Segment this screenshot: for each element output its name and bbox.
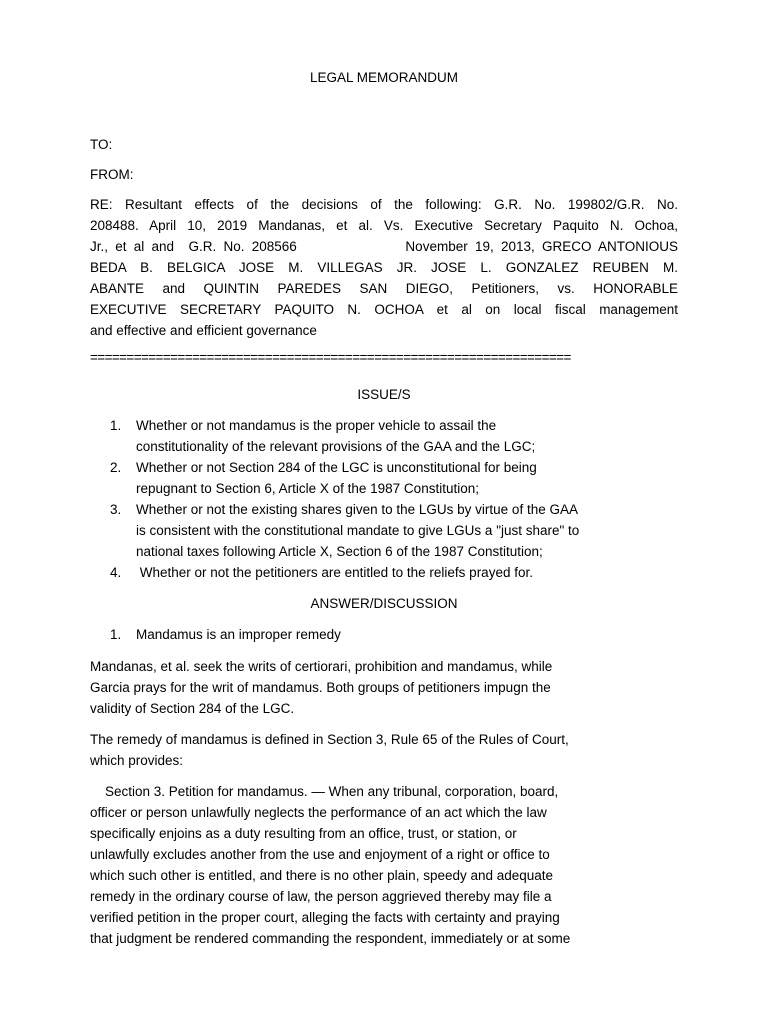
list-item [110, 460, 537, 475]
list-item-continuation: repugnant to Section 6, Article X of the 1987 Constitution; [136, 481, 479, 496]
paragraph-line: The remedy of mandamus is defined in Section 3, Rule 65 of the Rules of Court, [90, 732, 569, 747]
separator-line: ================================================================== [90, 350, 571, 365]
paragraph-line: Mandanas, et al. seek the writs of certiorari, prohibition and mandamus, while [90, 659, 553, 674]
list-item-continuation: constitutionality of the relevant provisions of the GAA and the LGC; [136, 439, 536, 454]
quote-line: officer or person unlawfully neglects the performance of an act which the law [90, 805, 547, 820]
list-number: 2. [110, 460, 122, 475]
paragraph-line: Garcia prays for the writ of mandamus. Both groups of petitioners impugn the [90, 680, 551, 695]
quote-line: verified petition in the proper court, alleging the facts with certainty and praying [90, 910, 560, 925]
list-item-text: Mandamus is an improper remedy [136, 627, 341, 642]
re-line: ABANTE and QUINTIN PAREDES SAN DIEGO, Petitioners, vs. HONORABLE [90, 281, 678, 296]
issues-heading: ISSUE/S [357, 387, 411, 402]
list-number: 3. [110, 502, 122, 517]
quote-line: Section 3. Petition for mandamus. — When any tribunal, corporation, board, [90, 784, 559, 799]
paragraph-line: which provides: [90, 753, 184, 768]
list-item-text: Whether or not mandamus is the proper vehicle to assail the [136, 418, 497, 433]
answer-heading: ANSWER/DISCUSSION [310, 596, 458, 611]
re-line: Jr., et al and G.R. No. 208566 November 19, 2013, GRECO ANTONIOUS [90, 239, 678, 254]
quote-line: that judgment be rendered commanding the respondent, immediately or at some [90, 931, 571, 946]
re-line: EXECUTIVE SECRETARY PAQUITO N. OCHOA et al on local fiscal management [90, 302, 678, 317]
list-item [110, 418, 496, 433]
from-label: FROM: [90, 167, 134, 182]
paragraph-line: validity of Section 284 of the LGC. [90, 701, 295, 716]
list-item-text: Whether or not the existing shares given to the LGUs by virtue of the GAA [136, 502, 578, 517]
re-line: BEDA B. BELGICA JOSE M. VILLEGAS JR. JOSE L. GONZALEZ REUBEN M. [90, 260, 678, 275]
quote-line: specifically enjoins as a duty resulting from an office, trust, or station, or [90, 826, 517, 841]
document-title: LEGAL MEMORANDUM [309, 70, 459, 85]
re-line: 208488. April 10, 2019 Mandanas, et al. Vs. Executive Secretary Paquito N. Ochoa, [90, 218, 678, 233]
quote-line: remedy in the ordinary course of law, the person aggrieved thereby may file a [90, 889, 552, 904]
list-item [110, 502, 578, 517]
list-item-continuation: national taxes following Article X, Section 6 of the 1987 Constitution; [136, 544, 543, 559]
quote-line: unlawfully excludes another from the use and enjoyment of a right or office to [90, 847, 550, 862]
list-number: 1. [110, 418, 122, 433]
list-item-continuation: is consistent with the constitutional mandate to give LGUs a "just share" to [136, 523, 580, 538]
list-number: 4. [110, 565, 122, 580]
re-line: and effective and efficient governance [90, 323, 317, 338]
list-number: 1. [110, 627, 122, 642]
quote-line: which such other is entitled, and there is no other plain, speedy and adequate [90, 868, 554, 883]
list-item-text: Whether or not Section 284 of the LGC is unconstitutional for being [136, 460, 537, 475]
to-label: TO: [90, 137, 113, 152]
list-item-text: Whether or not the petitioners are entitled to the reliefs prayed for. [136, 565, 533, 580]
re-line: RE: Resultant effects of the decisions of the following: G.R. No. 199802/G.R. No. [90, 197, 678, 212]
list-item [110, 565, 533, 580]
answer-item [110, 627, 341, 642]
